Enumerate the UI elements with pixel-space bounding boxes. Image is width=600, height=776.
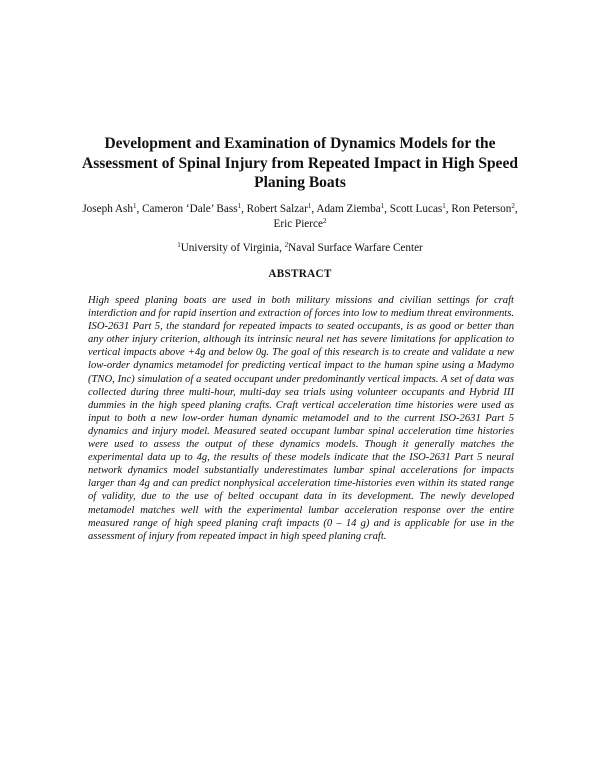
author: Eric Pierce$^2$ — [273, 216, 327, 230]
affiliation-list — [82, 241, 518, 255]
affiliation: $^1$University of Virginia, — [177, 241, 285, 254]
author-affiliation-mark: 1 — [380, 202, 385, 210]
author: Robert Salzar$^1$, — [246, 202, 317, 215]
author-list — [82, 202, 518, 231]
author: Adam Ziemba$^1$, — [316, 202, 390, 215]
author-affiliation-mark: 1 — [237, 202, 242, 210]
affiliation-number: 2 — [284, 241, 289, 249]
author: Scott Lucas$^1$, — [389, 202, 452, 215]
author: Ron Peterson$^2$, — [451, 202, 518, 215]
author: Joseph Ash$^1$, — [82, 202, 143, 215]
author-affiliation-mark: 1 — [442, 202, 446, 210]
author-affiliation-mark: 2 — [322, 216, 327, 225]
author-affiliation-mark: 1 — [133, 202, 137, 210]
abstract-text: High speed planing boats are used in both military missions and civilian settings for craft interdiction and for rapid insertion and extraction of forces into low to medium threat environments. ISO-2631 Part 5, the standard for repeated impacts to seated occupants, is as good or better than any other injury criterion, although its intrinsic neural net has severe limitations for application to vertical impacts above +4g and below 0g. The goal of this research is to create and validate a new low-order dynamics metamodel for predicting vertical impact to the human spine using a Madymo (TNO, Inc) simulation of a seated occupant under predominantly vertical impacts. A set of data was collected during three multi-hour, multi-day sea trials using volunteer occupants and Hybrid III dummies in the high speed planing crafts. Craft vertical acceleration time histories were used as input to both a new low-order human dynamic metamodel and to the current ISO-2631 Part 5 dynamics and injury model. Measured seated occupant lumbar spinal acceleration time histories were used to assess the output of these dynamics models. Though it generally matches the experimental data up to 4g, the results of these models indicate that the ISO-2631 Part 5 neural network dynamics model substantially underestimates lumbar spinal accelerations for impacts larger than 4g and can predict nonphysical acceleration time-histories even within its stated range of validity, due to the use of belted occupant data in its development. The newly developed metamodel matches well with the experimental lumbar acceleration response over the entire measured range of high speed planing craft impacts (0 – 14 g) and is applicable for use in the assessment of injury from repeated impact in high speed planing craft. — [88, 295, 514, 542]
affiliation-number: 1 — [177, 241, 181, 249]
author-affiliation-mark: 1 — [307, 202, 312, 210]
abstract-heading: ABSTRACT — [268, 268, 332, 280]
affiliation: $^2$Naval Surface Warfare Center — [284, 241, 423, 254]
author-affiliation-mark: 2 — [511, 202, 515, 210]
author: Cameron ‘Dale’ Bass$^1$, — [142, 202, 247, 215]
paper-title: Development and Examination of Dynamics Models for the Assessment of Spinal Injury from Repeated Impact in High Speed Planing Boats — [82, 135, 518, 191]
